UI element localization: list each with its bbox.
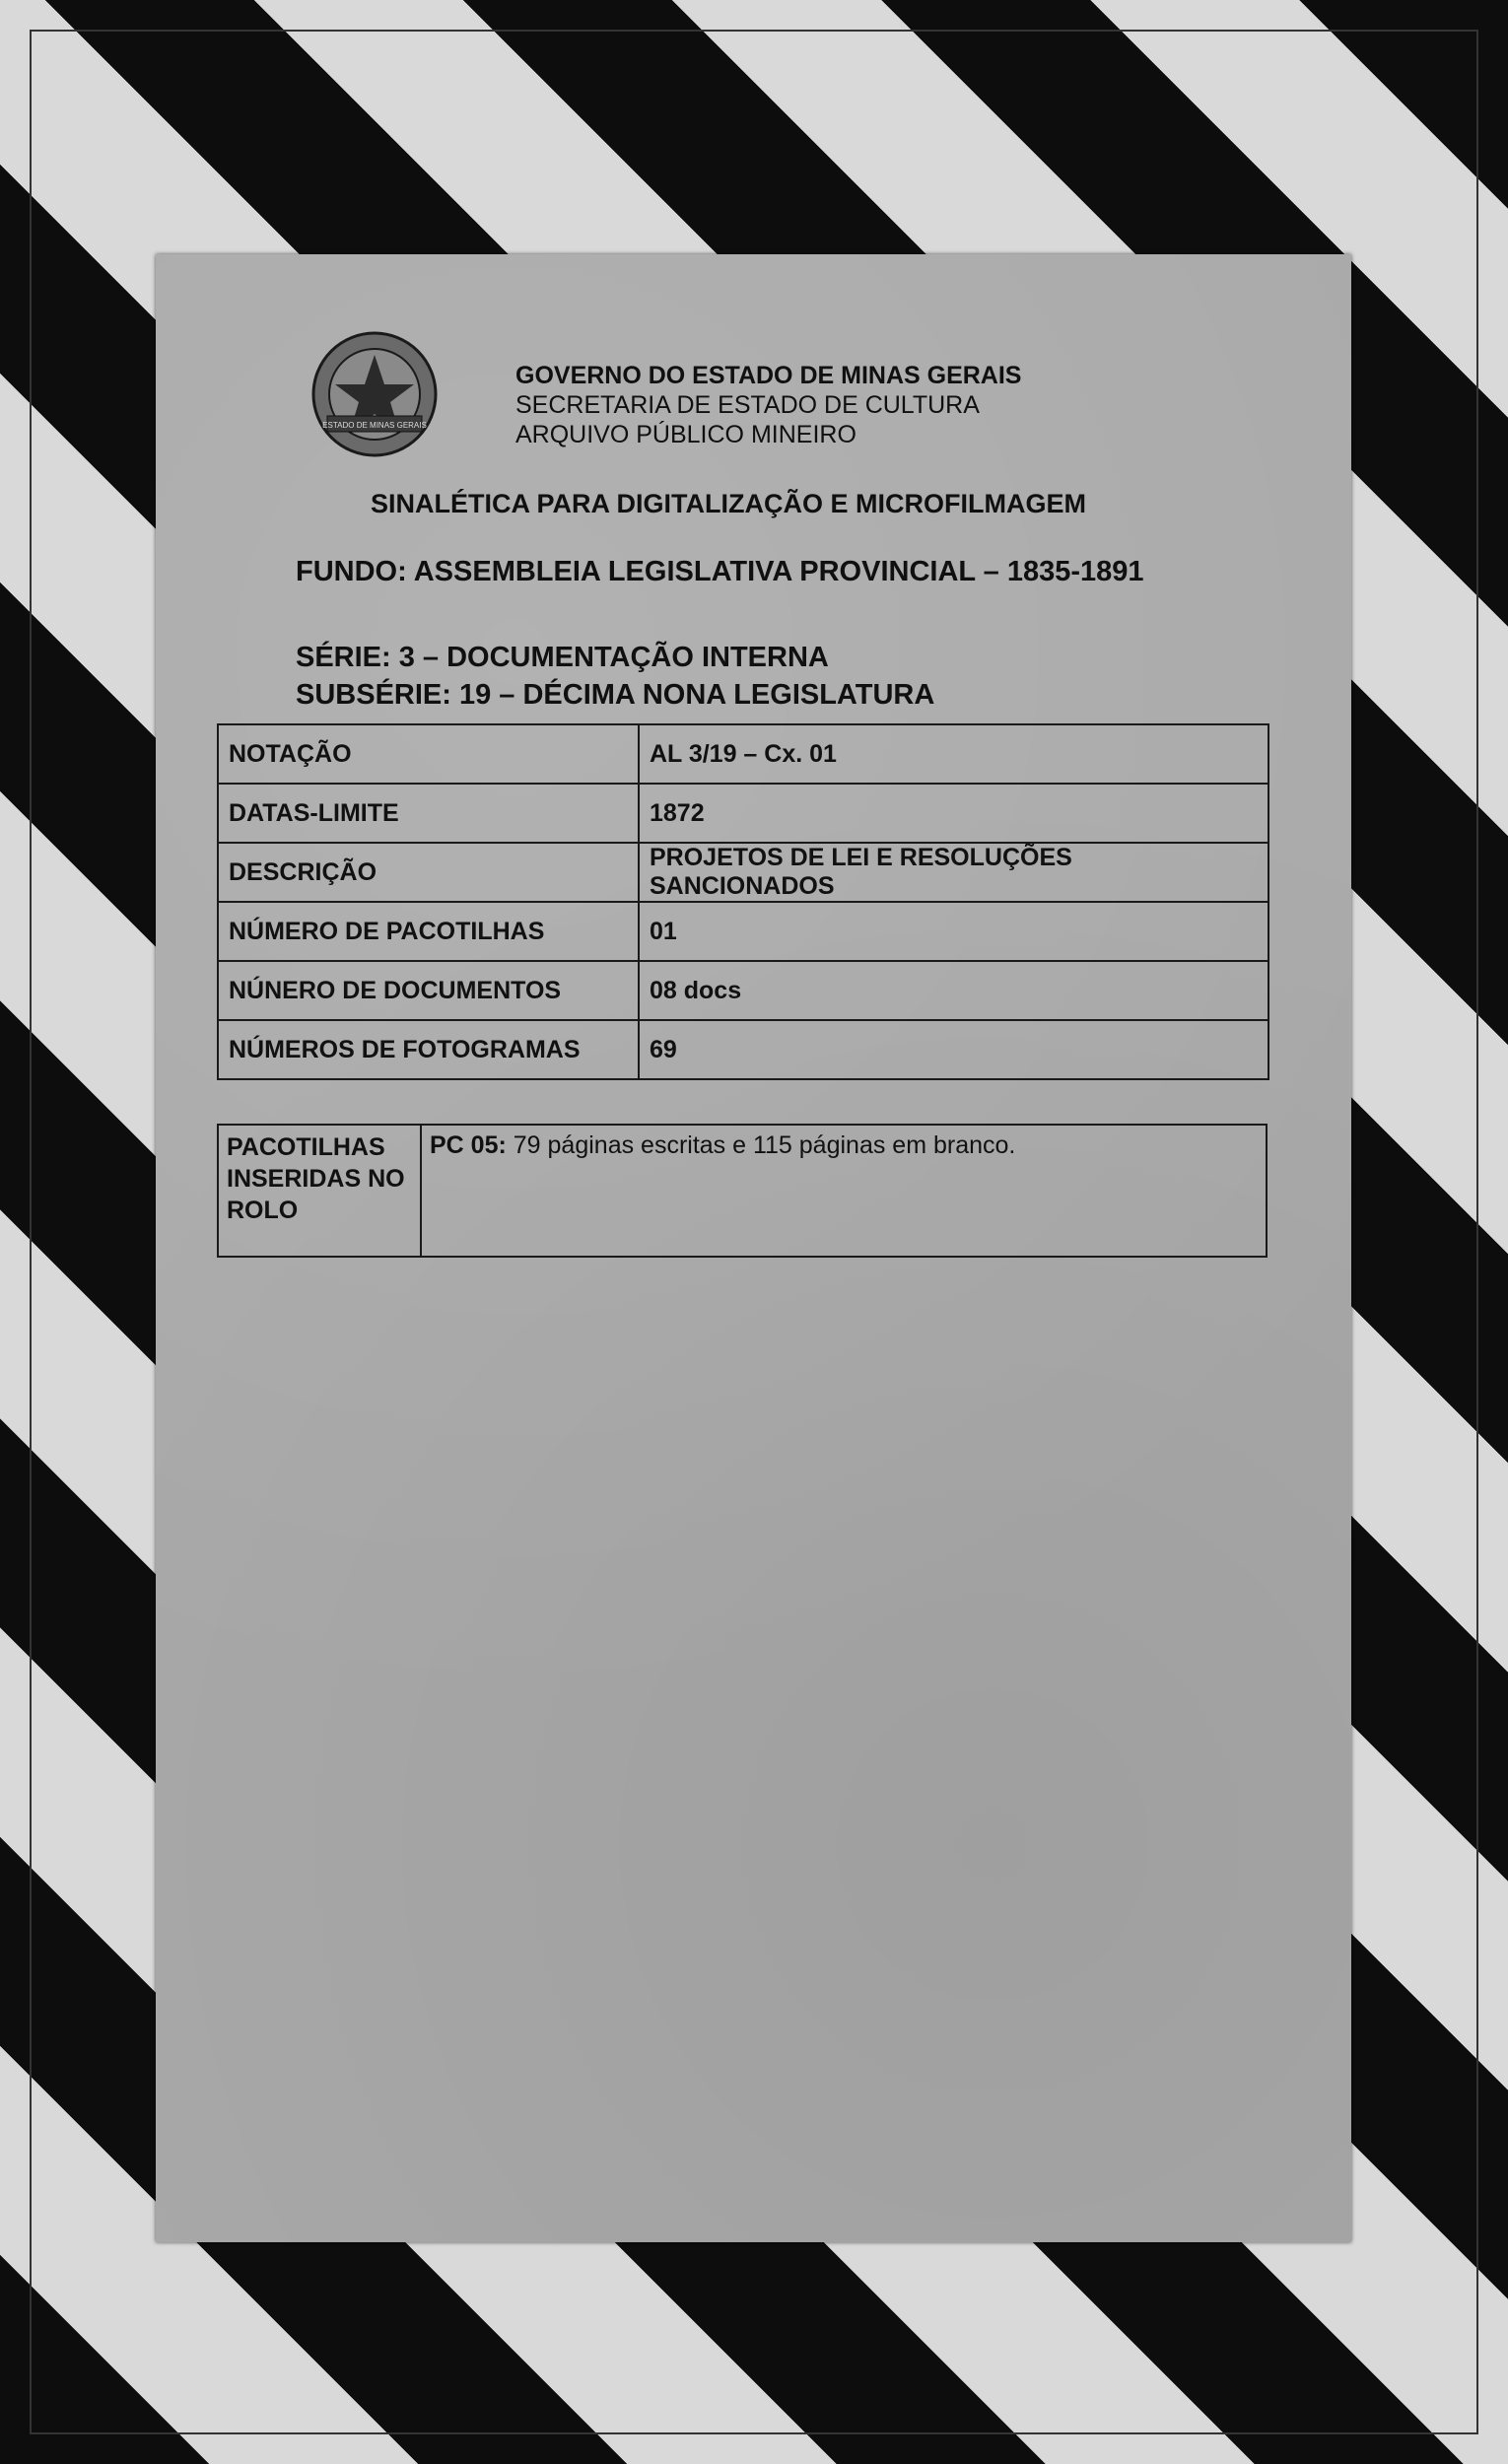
table-row — [218, 843, 1268, 902]
table-row — [218, 1020, 1268, 1079]
field-label: NÚMERO DE PACOTILHAS — [218, 902, 639, 961]
field-label: NOTAÇÃO — [218, 724, 639, 784]
field-value: 08 docs — [639, 961, 1268, 1020]
emblem-text: ESTADO DE MINAS GERAIS — [322, 421, 427, 430]
page-title: SINALÉTICA PARA DIGITALIZAÇÃO E MICROFILMAGEM — [371, 489, 1086, 518]
rolo-label — [218, 1125, 421, 1257]
serie-heading: SÉRIE: 3 – DOCUMENTAÇÃO INTERNA — [296, 642, 829, 673]
institution-header — [515, 361, 1021, 449]
rolo-entry-text: 79 páginas escritas e 115 páginas em branco. — [513, 1131, 1016, 1159]
fundo-heading: FUNDO: ASSEMBLEIA LEGISLATIVA PROVINCIAL – 1835-1891 — [296, 556, 1144, 587]
table-row — [218, 724, 1268, 784]
field-value: 01 — [639, 902, 1268, 961]
rolo-entry-code: PC 05: — [430, 1131, 507, 1159]
field-label: NÚMEROS DE FOTOGRAMAS — [218, 1020, 639, 1079]
rolo-label-line: PACOTILHAS — [227, 1133, 385, 1161]
field-label: DESCRIÇÃO — [218, 843, 639, 902]
rolo-label-line: INSERIDAS NO — [227, 1165, 405, 1193]
info-table — [217, 723, 1269, 1080]
field-label: NÚNERO DE DOCUMENTOS — [218, 961, 639, 1020]
header-secretariat: SECRETARIA DE ESTADO DE CULTURA — [515, 391, 980, 419]
rolo-label-line: ROLO — [227, 1197, 299, 1224]
field-value: AL 3/19 – Cx. 01 — [639, 724, 1268, 784]
table-row — [218, 961, 1268, 1020]
header-government: GOVERNO DO ESTADO DE MINAS GERAIS — [515, 362, 1022, 389]
rolo-table — [217, 1124, 1268, 1258]
document-sheet — [156, 254, 1351, 2242]
state-emblem-icon — [306, 325, 444, 463]
series-block — [296, 639, 934, 714]
field-value: 69 — [639, 1020, 1268, 1079]
rolo-value — [421, 1125, 1267, 1257]
subserie-heading: SUBSÉRIE: 19 – DÉCIMA NONA LEGISLATURA — [296, 679, 935, 711]
field-label: DATAS-LIMITE — [218, 784, 639, 843]
table-row — [218, 902, 1268, 961]
table-row — [218, 1125, 1267, 1257]
header-archive: ARQUIVO PÚBLICO MINEIRO — [515, 421, 857, 448]
field-value: 1872 — [639, 784, 1268, 843]
field-value: PROJETOS DE LEI E RESOLUÇÕES SANCIONADOS — [639, 843, 1268, 902]
table-row — [218, 784, 1268, 843]
